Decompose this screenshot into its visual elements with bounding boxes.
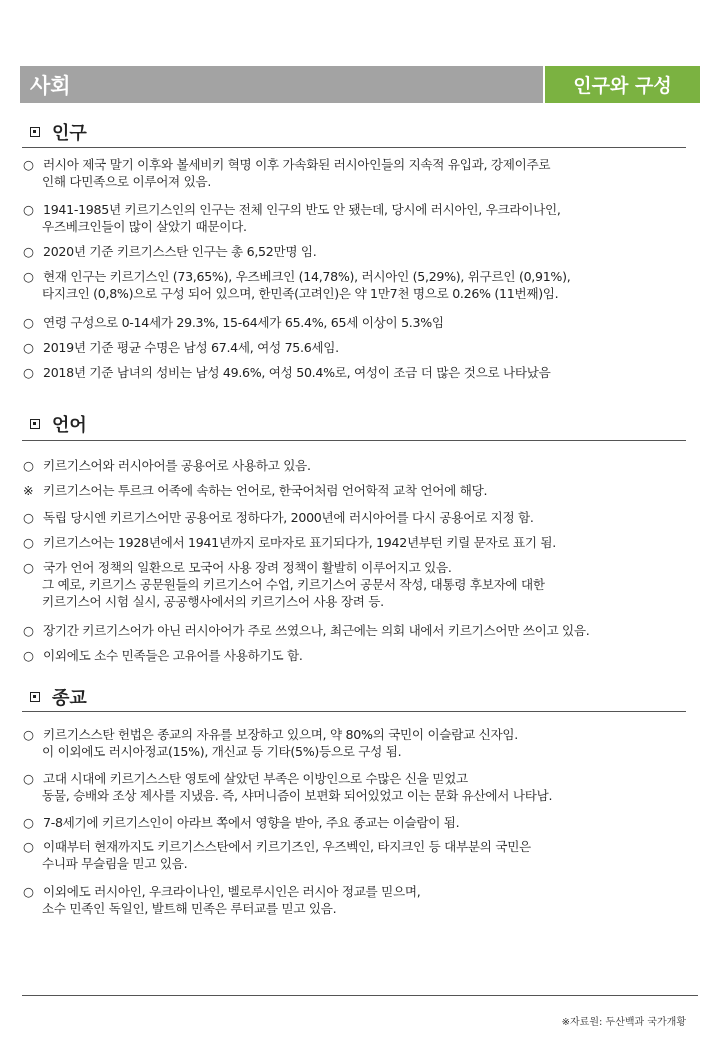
item-line: 이때부터 현재까지도 키르기스스탄에서 키르기즈인, 우즈벡인, 타지크인 등 대부분의 국민은	[43, 839, 531, 854]
item-line: 현재 인구는 키르기스인 (73,65%), 우즈베크인 (14,78%), 러시아인 (5,29%), 위구르인 (0,91%),	[43, 269, 571, 284]
item-line: 키르기스어는 1928년에서 1941년까지 로마자로 표기되다가, 1942년부턴 키릴 문자로 표기 됨.	[43, 535, 556, 550]
item-line: 인해 다민족으로 이루어져 있음.	[42, 174, 212, 189]
item-line: 이 이외에도 러시아정교(15%), 개신교 등 기타(5%)등으로 구성 됨.	[42, 744, 402, 759]
header-title: 사회	[30, 74, 71, 98]
item-line: 7-8세기에 키르기스인이 아라브 쪽에서 영향을 받아, 주요 종교는 이슬람이 됨.	[43, 815, 460, 830]
item-line: 장기간 키르기스어가 아닌 러시아어가 주로 쓰였으나, 최근에는 의회 내에서 키르기스어만 쓰이고 있음.	[43, 623, 590, 638]
item-line: 키르기스어는 투르크 어족에 속하는 언어로, 한국어처럼 언어학적 교착 언어에 해당.	[43, 483, 488, 498]
item-line: 이외에도 소수 민족들은 고유어를 사용하기도 함.	[43, 648, 303, 663]
list-item	[23, 509, 715, 526]
circle-bullet: ○	[23, 839, 34, 854]
circle-bullet: ○	[23, 244, 34, 259]
item-line: 2020년 기준 키르기스스탄 인구는 총 6,52만명 임.	[43, 244, 317, 259]
header-tag: 인구와 구성	[543, 66, 700, 103]
section-heading-language	[30, 413, 686, 437]
footer-divider	[22, 995, 698, 996]
list-item	[23, 156, 715, 190]
note-mark: ※	[23, 483, 34, 498]
square-bullet-icon	[30, 419, 40, 429]
circle-bullet: ○	[23, 458, 34, 473]
list-item	[23, 534, 715, 551]
list-item	[23, 883, 715, 917]
circle-bullet: ○	[23, 365, 34, 380]
section-heading-religion	[30, 686, 686, 710]
item-line: 키르기스스탄 헌법은 종교의 자유를 보장하고 있으며, 약 80%의 국민이 이슬람교 신자임.	[43, 727, 518, 742]
circle-bullet: ○	[23, 315, 34, 330]
list-item	[23, 268, 715, 302]
circle-bullet: ○	[23, 269, 34, 284]
section-heading-population	[30, 121, 686, 145]
page-header	[20, 66, 700, 103]
square-bullet-icon	[30, 692, 40, 702]
section-divider	[22, 440, 686, 441]
item-line: 2018년 기준 남녀의 성비는 남성 49.6%, 여성 50.4%로, 여성이 조금 더 많은 것으로 나타났음	[43, 365, 551, 380]
circle-bullet: ○	[23, 560, 34, 575]
item-line: 타지크인 (0,8%)으로 구성 되어 있으며, 한민족(고려인)은 약 1만7천 명으로 0.26% (11번째)임.	[42, 286, 559, 301]
section-title: 인구	[52, 123, 87, 144]
source-note: ※자료원: 두산백과 국가개황	[561, 1017, 686, 1028]
circle-bullet: ○	[23, 623, 34, 638]
section-title: 언어	[52, 415, 87, 436]
item-line: 소수 민족인 독일인, 발트해 민족은 루터교를 믿고 있음.	[42, 901, 337, 916]
item-line: 우즈베크인들이 많이 살았기 때문이다.	[42, 219, 247, 234]
list-item	[23, 647, 715, 664]
section-title: 종교	[52, 688, 87, 709]
list-item	[23, 622, 715, 639]
item-line: 러시아 제국 말기 이후와 볼세비키 혁명 이후 가속화된 러시아인들의 지속적 유입과, 강제이주로	[43, 157, 551, 172]
list-item	[23, 243, 715, 260]
circle-bullet: ○	[23, 157, 34, 172]
circle-bullet: ○	[23, 727, 34, 742]
item-line: 이외에도 러시아인, 우크라이나인, 벨로루시인은 러시아 정교를 믿으며,	[43, 884, 421, 899]
section-divider	[22, 711, 686, 712]
circle-bullet: ○	[23, 202, 34, 217]
square-bullet-icon	[30, 127, 40, 137]
item-line: 키르기스어 시험 실시, 공공행사에서의 키르기스어 사용 장려 등.	[42, 594, 384, 609]
list-item	[23, 770, 715, 804]
item-line: 수니파 무슬림을 믿고 있음.	[42, 856, 188, 871]
item-line: 동물, 승배와 조상 제사를 지냈음. 즉, 샤머니즘이 보편화 되어있었고 이는 문화 유산에서 나타남.	[42, 788, 553, 803]
list-item	[23, 482, 715, 499]
list-item	[23, 457, 715, 474]
list-item	[23, 339, 715, 356]
list-item	[23, 364, 715, 381]
circle-bullet: ○	[23, 771, 34, 786]
circle-bullet: ○	[23, 884, 34, 899]
list-item	[23, 814, 715, 831]
item-line: 독립 당시엔 키르기스어만 공용어로 정하다가, 2000년에 러시아어를 다시 공용어로 지정 함.	[43, 510, 534, 525]
list-item	[23, 314, 715, 331]
item-line: 그 예로, 키르기스 공문원들의 키르기스어 수업, 키르기스어 공문서 작성, 대통령 후보자에 대한	[42, 577, 545, 592]
list-item	[23, 838, 715, 872]
section-divider	[22, 147, 686, 148]
circle-bullet: ○	[23, 815, 34, 830]
item-line: 고대 시대에 키르기스스탄 영토에 살았던 부족은 이방인으로 수많은 신을 믿었고	[43, 771, 468, 786]
list-item	[23, 559, 715, 610]
item-line: 국가 언어 정책의 일환으로 모국어 사용 장려 정책이 활발히 이루어지고 있음.	[43, 560, 452, 575]
list-item	[23, 726, 715, 760]
circle-bullet: ○	[23, 510, 34, 525]
item-line: 1941-1985년 키르기스인의 인구는 전체 인구의 반도 안 됐는데, 당시에 러시아인, 우크라이나인,	[43, 202, 561, 217]
circle-bullet: ○	[23, 535, 34, 550]
item-line: 2019년 기준 평균 수명은 남성 67.4세, 여성 75.6세임.	[43, 340, 339, 355]
item-line: 키르기스어와 러시아어를 공용어로 사용하고 있음.	[43, 458, 311, 473]
circle-bullet: ○	[23, 648, 34, 663]
item-line: 연령 구성으로 0-14세가 29.3%, 15-64세가 65.4%, 65세 이상이 5.3%임	[43, 315, 444, 330]
list-item	[23, 201, 715, 235]
circle-bullet: ○	[23, 340, 34, 355]
